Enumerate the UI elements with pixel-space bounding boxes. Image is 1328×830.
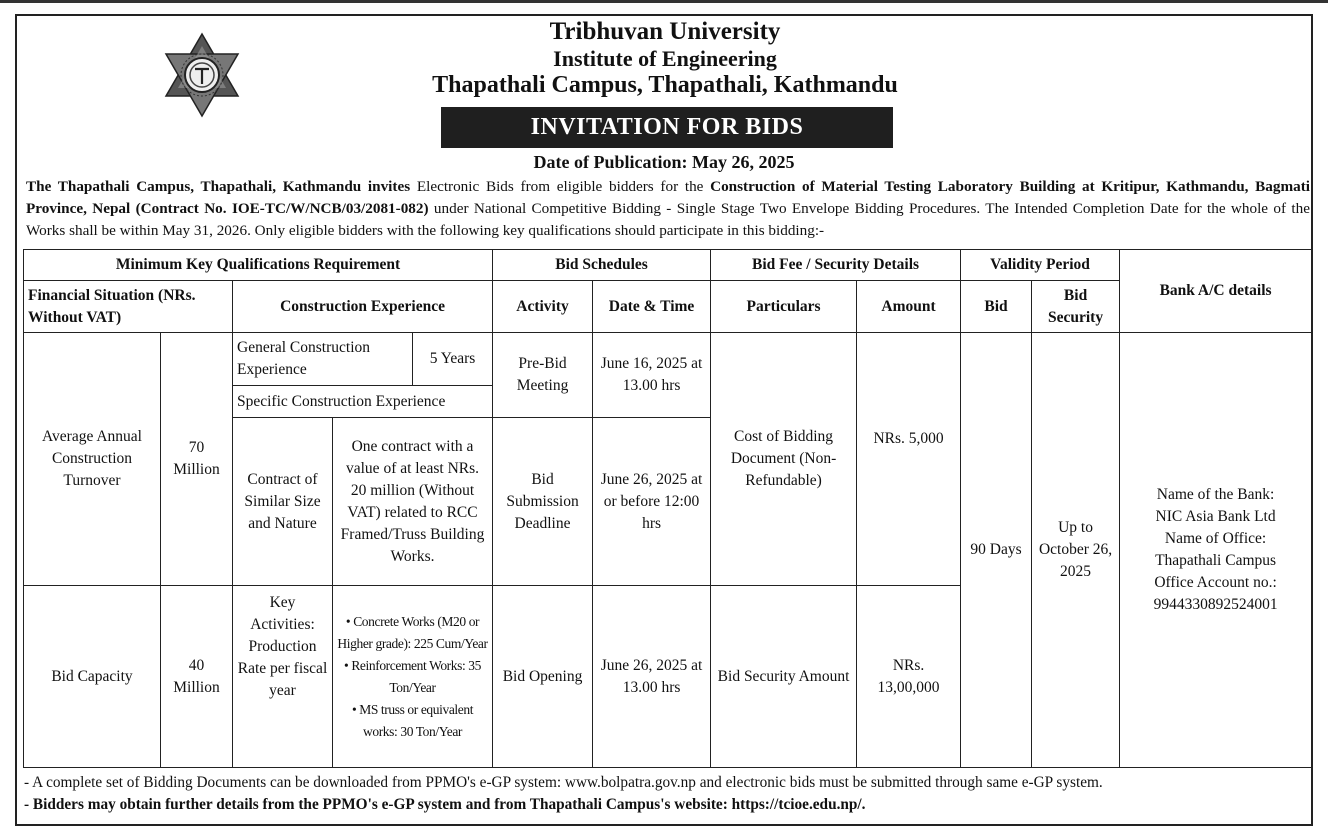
notice-title: INVITATION FOR BIDS	[441, 107, 893, 148]
header-amount: Amount	[857, 281, 961, 333]
header-financial: Financial Situation (NRs. Without VAT)	[24, 281, 233, 333]
institute-name: Institute of Engineering	[553, 46, 777, 71]
footnote-1: - A complete set of Bidding Documents can be downloaded from PPMO's e-GP system: www.bolpatra.gov.np and electronic bids must be submitted through same e-GP system.	[24, 774, 1103, 791]
fee-amount-1: NRs. 5,000	[857, 333, 961, 586]
turnover-label: Average Annual Construction Turnover	[24, 333, 161, 586]
campus-name: Thapathali Campus, Thapathali, Kathmandu	[432, 72, 898, 98]
bank-line: 9944330892524001	[1153, 596, 1278, 613]
header-bid-security: Bid Security	[1032, 281, 1120, 333]
validity-bid-security: Up to October 26, 2025	[1032, 333, 1120, 768]
bid-capacity-value: 40 Million	[161, 586, 233, 768]
key-activities-label: Key Activities: Production Rate per fiscal year	[233, 586, 333, 768]
similar-contract-label: Contract of Similar Size and Nature	[233, 418, 333, 586]
key-activities-list	[333, 586, 493, 768]
header-bid-schedules: Bid Schedules	[493, 250, 711, 281]
university-logo	[163, 32, 241, 118]
turnover-value: 70 Million	[161, 333, 233, 586]
header-construction-exp: Construction Experience	[233, 281, 493, 333]
page-edge	[0, 0, 1328, 3]
schedule-activity-3: Bid Opening	[493, 586, 593, 768]
intro-paragraph	[26, 176, 1310, 242]
university-name: Tribhuvan University	[549, 18, 781, 45]
header-min-key-qual: Minimum Key Qualifications Requirement	[24, 250, 493, 281]
header-activity: Activity	[493, 281, 593, 333]
general-exp-label: General Construction Experience	[233, 333, 413, 386]
specific-exp-label: Specific Construction Experience	[233, 386, 493, 418]
intro-part-3: Construction of Material Testing Laboratory Building at Kritipur, Kathmandu, Bagmati Province, Nepal (Contract No. IOE-TC/W/NCB/03/2081-082)	[26, 178, 1311, 217]
header-date-time: Date & Time	[593, 281, 711, 333]
intro-part-4: under National Competitive Bidding - Single Stage Two Envelope Bidding Procedures. The Intended Completion Date for the whole of the Works shall be within May 31, 2026. Only eligible bidders with the following key qualifications should participate in this bidding:-	[26, 200, 1310, 239]
key-activity-item: • MS truss or equivalent works: 30 Ton/Year	[337, 699, 488, 743]
header-bid-fee: Bid Fee / Security Details	[711, 250, 961, 281]
schedule-datetime-2: June 26, 2025 at or before 12:00 hrs	[593, 418, 711, 586]
fee-amount-2: NRs. 13,00,000	[857, 586, 961, 768]
schedule-activity-2: Bid Submission Deadline	[493, 418, 593, 586]
bid-details-table	[23, 249, 1312, 768]
header-particulars: Particulars	[711, 281, 857, 333]
publication-date: Date of Publication: May 26, 2025	[533, 152, 795, 172]
schedule-datetime-3: June 26, 2025 at 13.00 hrs	[593, 586, 711, 768]
similar-contract-value: One contract with a value of at least NRs. 20 million (Without VAT) related to RCC Framed/Truss Building Works.	[333, 418, 493, 586]
bank-line: Name of the Bank:	[1156, 486, 1275, 503]
intro-part-1: The Thapathali Campus, Thapathali, Kathmandu invites	[26, 178, 411, 195]
schedule-datetime-1: June 16, 2025 at 13.00 hrs	[593, 333, 711, 418]
header-validity: Validity Period	[961, 250, 1120, 281]
bank-line: NIC Asia Bank Ltd	[1155, 508, 1276, 525]
intro-part-2: Electronic Bids from eligible bidders for the	[410, 178, 711, 195]
bank-line: Thapathali Campus	[1155, 552, 1277, 569]
fee-particular-1: Cost of Bidding Document (Non-Refundable)	[711, 333, 857, 586]
header-bank: Bank A/C details	[1120, 250, 1312, 333]
bank-line: Name of Office:	[1164, 530, 1267, 547]
bank-details	[1120, 333, 1312, 768]
bid-capacity-label: Bid Capacity	[24, 586, 161, 768]
footnote-2: - Bidders may obtain further details from the PPMO's e-GP system and from Thapathali Campus's website: https://tcioe.edu.np/.	[24, 796, 866, 813]
validity-bid: 90 Days	[961, 333, 1032, 768]
header-bid: Bid	[961, 281, 1032, 333]
header	[300, 18, 1030, 99]
schedule-activity-1: Pre-Bid Meeting	[493, 333, 593, 418]
footnotes	[24, 772, 1314, 816]
fee-particular-2: Bid Security Amount	[711, 586, 857, 768]
key-activity-item: • Concrete Works (M20 or Higher grade): 225 Cum/Year	[337, 611, 488, 655]
bank-line: Office Account no.:	[1154, 574, 1277, 591]
general-exp-value: 5 Years	[413, 333, 493, 386]
key-activity-item: • Reinforcement Works: 35 Ton/Year	[337, 655, 488, 699]
